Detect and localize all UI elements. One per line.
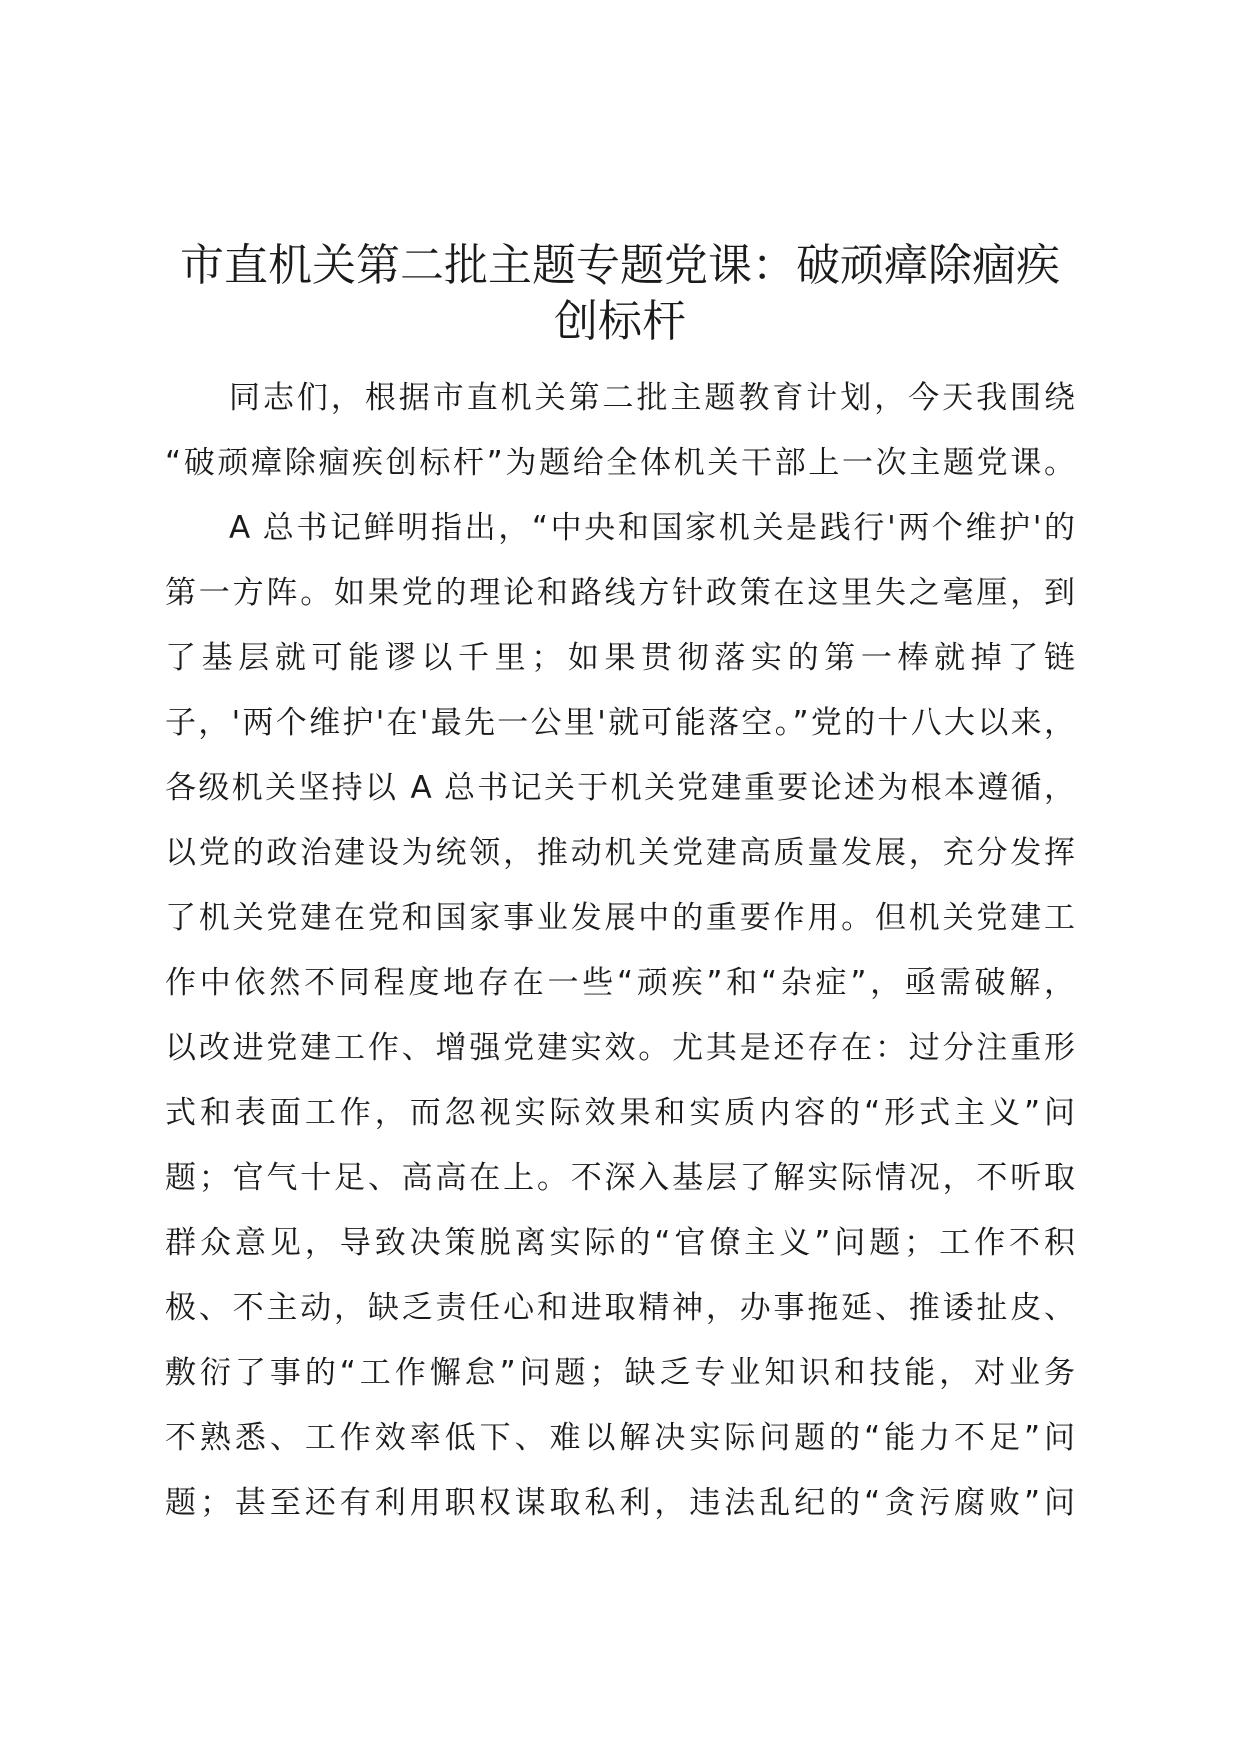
paragraph-2-line: 题；官气十足、高高在上。不深入基层了解实际情况，不听取 xyxy=(165,1160,1075,1196)
paragraph-2-line: 不熟悉、工作效率低下、难以解决实际问题的“能力不足”问 xyxy=(165,1420,1075,1456)
paragraph-2-line: 作中依然不同程度地存在一些“顽疾”和“杂症”，亟需破解， xyxy=(165,965,1075,1001)
title-line-1: 市直机关第二批主题专题党课：破顽瘴除痼疾 xyxy=(180,240,1060,291)
paragraph-2-line: 各级机关坚持以 A 总书记关于机关党建重要论述为根本遵循， xyxy=(165,770,1075,806)
paragraph-2-line: 群众意见，导致决策脱离实际的“官僚主义”问题；工作不积 xyxy=(165,1225,1075,1261)
paragraph-2-line: 了机关党建在党和国家事业发展中的重要作用。但机关党建工 xyxy=(165,900,1075,936)
paragraph-2-line: 以党的政治建设为统领，推动机关党建高质量发展，充分发挥 xyxy=(165,835,1075,871)
document-body xyxy=(165,366,1075,1536)
paragraph-2-line: 题；甚至还有利用职权谋取私利，违法乱纪的“贪污腐败”问 xyxy=(165,1485,1075,1521)
paragraph-1-line: “破顽瘴除痼疾创标杆”为题给全体机关干部上一次主题党课。 xyxy=(165,445,1075,481)
title-line-2: 创标杆 xyxy=(554,296,686,347)
document-title xyxy=(160,238,1080,350)
paragraph-1-line: 同志们，根据市直机关第二批主题教育计划，今天我围绕 xyxy=(229,380,1075,416)
paragraph-2-line: 了基层就可能谬以千里；如果贯彻落实的第一棒就掉了链 xyxy=(165,640,1075,676)
paragraph-2-line: A 总书记鲜明指出，“中央和国家机关是践行'两个维护'的 xyxy=(229,510,1075,546)
paragraph-2-line: 极、不主动，缺乏责任心和进取精神，办事拖延、推诿扯皮、 xyxy=(165,1290,1075,1326)
paragraph-2-line: 第一方阵。如果党的理论和路线方针政策在这里失之毫厘，到 xyxy=(165,575,1075,611)
paragraph-2-line: 敷衍了事的“工作懈怠”问题；缺乏专业知识和技能，对业务 xyxy=(165,1355,1075,1391)
paragraph-2-line: 子，'两个维护'在'最先一公里'就可能落空。”党的十八大以来， xyxy=(165,705,1075,741)
paragraph-2-line: 式和表面工作，而忽视实际效果和实质内容的“形式主义”问 xyxy=(165,1095,1075,1131)
paragraph-2-line: 以改进党建工作、增强党建实效。尤其是还存在：过分注重形 xyxy=(165,1030,1075,1066)
